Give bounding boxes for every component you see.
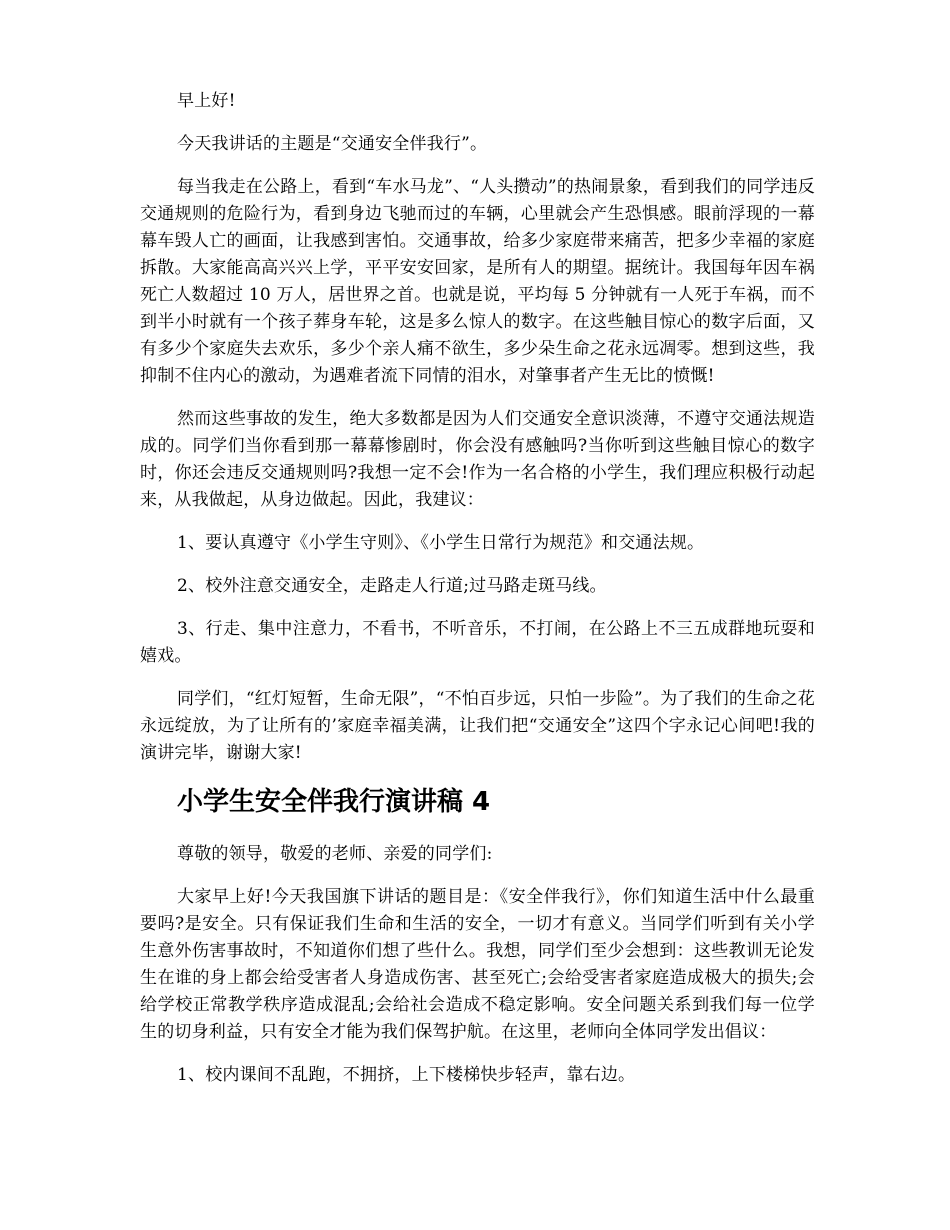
list-item: 1、要认真遵守《小学生守则》、《小学生日常行为规范》和交通法规。: [177, 533, 705, 553]
closing-paragraph: 同学们，“红灯短暂，生命无限”，“不怕百步远，只怕一步险”。为了我们的生命之花永远绽放，为了让所有的’家庭幸福美满，让我们把“交通安全”这四个字永记心间吧!我的演讲完毕，谢谢大家!: [140, 689, 815, 763]
list-item: 1、校内课间不乱跑，不拥挤，上下楼梯快步轻声，靠右边。: [177, 1065, 636, 1085]
body-paragraph: 每当我走在公路上，看到“车水马龙”、“人头攒动”的热闹景象，看到我们的同学违反交通规则的危险行为，看到身边飞驰而过的车辆，心里就会产生恐惧感。眼前浮现的一幕幕车毁人亡的画面，让我感到害怕。交通事故，给多少家庭带来痛苦，把多少幸福的家庭拆散。大家能高高兴兴上学，平平安安回家，是所有人的期望。据统计。我国每年因车祸死亡人数超过 10 万人，居世界之首。也就是说，平均每 5 分钟就有一人死于车祸，而不到半小时就有一个孩子葬身车轮，这是多么惊人的数字。在这些触目惊心的数字后面，又有多少个家庭失去欢乐，多少个亲人痛不欲生，多少朵生命之花永远凋零。想到这些，我抑制不住内心的激动，为遇难者流下同情的泪水，对肇事者产生无比的愤慨!: [140, 177, 815, 386]
list-item: 2、校外注意交通安全，走路走人行道;过马路走斑马线。: [177, 576, 607, 596]
greeting-paragraph: 早上好!: [177, 91, 236, 111]
topic-paragraph: 今天我讲话的主题是“交通安全伴我行”。: [177, 134, 488, 154]
body-paragraph: 大家早上好!今天我国旗下讲话的题目是：《安全伴我行》，你们知道生活中什么最重要吗?是安全。只有保证我们生命和生活的安全，一切才有意义。当同学们听到有关小学生意外伤害事故时，不知道你们想了些什么。我想，同学们至少会想到：这些教训无论发生在谁的身上都会给受害者人身造成伤害、甚至死亡;会给受害者家庭造成极大的损失;会给学校正常教学秩序造成混乱;会给社会造成不稳定影响。安全问题关系到我们每一位学生的切身利益，只有安全才能为我们保驾护航。在这里，老师向全体同学发出倡议：: [140, 887, 815, 1042]
salutation-paragraph: 尊敬的领导，敬爱的老师、亲爱的同学们:: [177, 844, 493, 864]
list-item: 3、行走、集中注意力，不看书，不听音乐，不打闹，在公路上不三五成群地玩耍和嬉戏。: [140, 619, 815, 666]
section-heading: 小学生安全伴我行演讲稿 4: [177, 787, 491, 817]
document-body: [140, 88, 815, 1105]
body-paragraph: 然而这些事故的发生，绝大多数都是因为人们交通安全意识淡薄，不遵守交通法规造成的。同学们当你看到那一幕幕惨剧时，你会没有感触吗?当你听到这些触目惊心的数字时，你还会违反交通规则吗?我想一定不会!作为一名合格的小学生，我们理应积极行动起来，从我做起，从身边做起。因此，我建议：: [140, 409, 815, 510]
